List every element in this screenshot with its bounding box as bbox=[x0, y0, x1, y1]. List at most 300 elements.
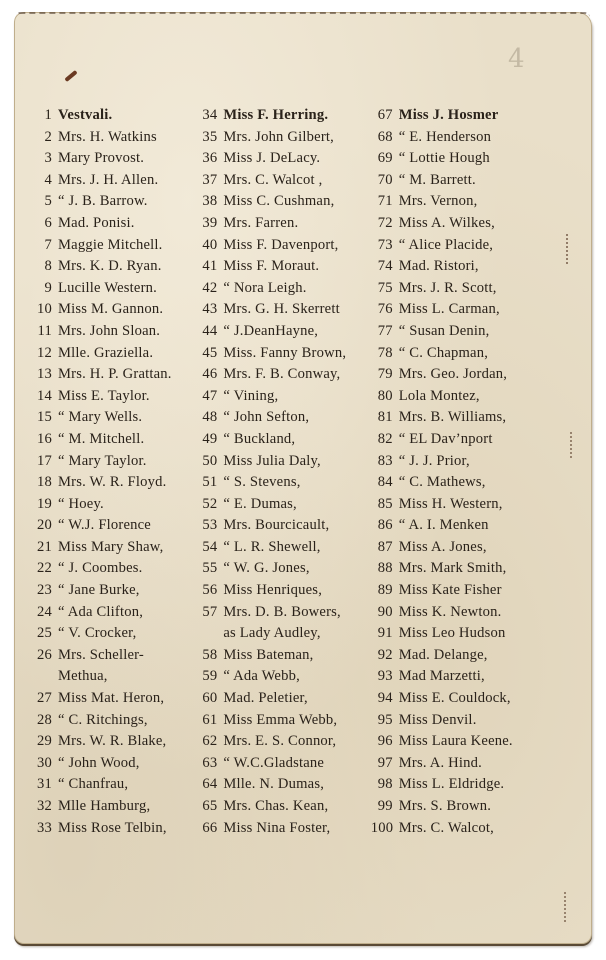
entry-name: Miss E. Couldock, bbox=[398, 690, 511, 707]
entry-name: Mrs. Mark Smith, bbox=[398, 560, 507, 577]
entry-number: 84 bbox=[377, 474, 393, 491]
entry-number: 45 bbox=[202, 344, 218, 361]
entry-number: 43 bbox=[202, 301, 218, 318]
entry-number: 1 bbox=[44, 107, 52, 123]
list-item bbox=[371, 515, 570, 537]
list-item bbox=[371, 753, 570, 775]
list-item bbox=[371, 364, 570, 386]
entry-number: 46 bbox=[202, 366, 218, 383]
entry-number: 81 bbox=[377, 409, 393, 426]
list-item bbox=[30, 537, 199, 559]
entry-number: 33 bbox=[37, 819, 52, 836]
list-item bbox=[199, 796, 370, 818]
list-item bbox=[371, 278, 570, 300]
entry-number: 20 bbox=[37, 517, 52, 534]
entry-name: “ EL Dav’nport bbox=[398, 430, 493, 447]
list-item bbox=[199, 710, 370, 732]
list-item bbox=[30, 472, 199, 494]
entry-number: 82 bbox=[377, 430, 393, 447]
entry-number: 7 bbox=[44, 236, 52, 253]
entry-number: 57 bbox=[202, 603, 218, 620]
entry-number: 44 bbox=[202, 322, 218, 339]
entry-name: “ E. Henderson bbox=[398, 128, 492, 145]
entry-number: 92 bbox=[377, 646, 393, 663]
entry-number: 67 bbox=[377, 107, 393, 123]
entry-number: 22 bbox=[37, 560, 52, 577]
entry-number: 23 bbox=[37, 582, 52, 599]
entry-name: “ Jane Burke, bbox=[58, 582, 140, 599]
entry-name: Mary Provost. bbox=[58, 150, 145, 167]
entry-name: “ Ada Clifton, bbox=[58, 603, 144, 620]
entry-number: 18 bbox=[37, 474, 52, 491]
entry-name: Miss Denvil. bbox=[398, 711, 477, 728]
entry-number: 25 bbox=[37, 625, 52, 642]
entry-number: 62 bbox=[202, 733, 218, 750]
entry-name: Mrs. C. Walcot, bbox=[398, 819, 494, 836]
list-item bbox=[30, 796, 199, 818]
list-item bbox=[30, 213, 199, 235]
entry-name: as Lady Audley, bbox=[223, 625, 321, 642]
list-item bbox=[371, 666, 570, 688]
list-item bbox=[199, 191, 370, 213]
list-item bbox=[199, 386, 370, 408]
list-item bbox=[199, 213, 370, 235]
list-item bbox=[371, 105, 570, 127]
entry-name: Miss M. Gannon. bbox=[58, 301, 164, 318]
entry-name: Mrs. Chas. Kean, bbox=[223, 798, 329, 814]
entry-number: 16 bbox=[37, 430, 52, 447]
entry-number: 4 bbox=[44, 171, 52, 188]
entry-number: 50 bbox=[202, 452, 218, 469]
entry-name: Miss Henriques, bbox=[223, 582, 323, 599]
entry-name: Mrs. K. D. Ryan. bbox=[58, 258, 162, 275]
entry-name: “ John Wood, bbox=[58, 754, 140, 771]
list-item bbox=[371, 558, 570, 580]
entry-number: 73 bbox=[377, 236, 393, 253]
entry-number: 11 bbox=[37, 322, 52, 339]
entry-name: “ V. Crocker, bbox=[58, 625, 137, 642]
entry-number: 19 bbox=[37, 495, 52, 512]
entry-name: Mlle. Graziella. bbox=[58, 344, 154, 361]
entry-number: 36 bbox=[202, 150, 218, 167]
ink-stain bbox=[64, 70, 77, 82]
list-item bbox=[30, 407, 199, 429]
entry-name: Mlle Hamburg, bbox=[58, 798, 151, 814]
entry-name: “ J. Coombes. bbox=[58, 560, 143, 577]
foxing-specks bbox=[564, 892, 570, 922]
entry-number: 76 bbox=[377, 301, 393, 318]
entry-name: “ E. Dumas, bbox=[223, 495, 297, 512]
entry-name: “ J. B. Barrow. bbox=[58, 193, 148, 210]
column-2 bbox=[199, 105, 370, 839]
column-3 bbox=[371, 105, 570, 839]
entry-name: Miss Bateman, bbox=[223, 646, 314, 663]
entry-number: 83 bbox=[377, 452, 393, 469]
list-item bbox=[199, 666, 370, 688]
entry-number: 10 bbox=[37, 301, 52, 318]
entry-name: Miss L. Eldridge. bbox=[398, 776, 505, 793]
entry-name: Miss E. Taylor. bbox=[58, 387, 150, 404]
entry-number: 34 bbox=[202, 107, 218, 123]
entry-name: “ M. Mitchell. bbox=[58, 430, 145, 447]
list-item bbox=[371, 429, 570, 451]
entry-name: Mrs. E. S. Connor, bbox=[223, 733, 337, 750]
list-item bbox=[371, 148, 570, 170]
list-item bbox=[30, 235, 199, 257]
entry-name: “ J. J. Prior, bbox=[398, 452, 470, 469]
entry-name: “ Lottie Hough bbox=[398, 150, 490, 167]
list-item bbox=[199, 774, 370, 796]
list-item bbox=[199, 753, 370, 775]
list-item bbox=[371, 537, 570, 559]
entry-number: 51 bbox=[202, 474, 218, 491]
foxing-specks bbox=[570, 432, 576, 458]
entry-name: “ Nora Leigh. bbox=[223, 279, 307, 296]
entry-number: 93 bbox=[377, 668, 393, 685]
list-item bbox=[371, 818, 570, 840]
entry-name: Miss J. Hosmer bbox=[398, 107, 499, 123]
entry-name: Mrs. Scheller- bbox=[58, 646, 144, 663]
list-item bbox=[30, 256, 199, 278]
list-item bbox=[30, 515, 199, 537]
entry-name: Mrs. H. Watkins bbox=[58, 128, 157, 145]
list-item bbox=[199, 407, 370, 429]
list-item bbox=[199, 494, 370, 516]
list-item bbox=[371, 213, 570, 235]
entry-name: Miss Leo Hudson bbox=[398, 625, 506, 642]
entry-number: 55 bbox=[202, 560, 218, 577]
entry-name: Miss A. Jones, bbox=[398, 538, 487, 555]
list-item bbox=[30, 494, 199, 516]
list-item bbox=[30, 602, 199, 624]
entry-name: Mad. Ponisi. bbox=[58, 214, 135, 231]
entry-number: 6 bbox=[44, 214, 52, 231]
entry-name: Miss Laura Keene. bbox=[398, 733, 513, 750]
entry-number: 38 bbox=[202, 193, 218, 210]
entry-number: 56 bbox=[202, 582, 218, 599]
list-item bbox=[199, 451, 370, 473]
entry-name: Mad. Peletier, bbox=[223, 690, 308, 707]
entry-name: Lola Montez, bbox=[398, 387, 480, 404]
entry-name: Mrs. John Gilbert, bbox=[223, 128, 334, 145]
entry-number: 85 bbox=[377, 495, 393, 512]
entry-name: Methua, bbox=[58, 668, 108, 685]
entry-name: Mrs. A. Hind. bbox=[398, 754, 483, 771]
list-item bbox=[30, 666, 199, 688]
entry-name: “ J.DeanHayne, bbox=[223, 322, 319, 339]
list-item bbox=[371, 451, 570, 473]
list-item bbox=[371, 472, 570, 494]
list-item bbox=[199, 623, 370, 645]
entry-name: Vestvali. bbox=[58, 107, 113, 123]
list-item bbox=[199, 472, 370, 494]
list-item bbox=[30, 774, 199, 796]
list-item bbox=[199, 278, 370, 300]
list-item bbox=[30, 623, 199, 645]
entry-number: 70 bbox=[377, 171, 393, 188]
entry-number: 78 bbox=[377, 344, 393, 361]
entry-name: Mrs. W. R. Blake, bbox=[58, 733, 167, 750]
list-item bbox=[199, 148, 370, 170]
column-1 bbox=[30, 105, 199, 839]
list-item bbox=[371, 299, 570, 321]
entry-number: 96 bbox=[377, 733, 393, 750]
list-item bbox=[371, 688, 570, 710]
list-item bbox=[30, 429, 199, 451]
entry-name: Mlle. N. Dumas, bbox=[223, 776, 325, 793]
list-item bbox=[199, 645, 370, 667]
entry-number: 66 bbox=[202, 819, 218, 836]
entry-name: Miss. Fanny Brown, bbox=[223, 344, 347, 361]
entry-number: 24 bbox=[37, 603, 52, 620]
entry-number: 98 bbox=[377, 776, 393, 793]
list-item bbox=[199, 256, 370, 278]
entry-name: “ Alice Placide, bbox=[398, 236, 494, 253]
entry-name: Miss Kate Fisher bbox=[398, 582, 502, 599]
entry-number: 40 bbox=[202, 236, 218, 253]
entry-number: 100 bbox=[370, 819, 394, 836]
entry-name: Mad. Ristori, bbox=[398, 258, 479, 275]
entry-name: Miss L. Carman, bbox=[398, 301, 500, 318]
list-item bbox=[199, 515, 370, 537]
entry-number: 58 bbox=[202, 646, 218, 663]
entry-name: Miss Julia Daly, bbox=[223, 452, 321, 469]
entry-number: 77 bbox=[377, 322, 393, 339]
entry-name: Miss H. Western, bbox=[398, 495, 503, 512]
entry-number: 13 bbox=[37, 366, 52, 383]
entry-number: 35 bbox=[202, 128, 218, 145]
entry-name: “ C. Ritchings, bbox=[58, 711, 148, 728]
entry-number: 48 bbox=[202, 409, 218, 426]
entry-name: Mrs. J. R. Scott, bbox=[398, 279, 497, 296]
entry-name: Miss J. DeLacy. bbox=[223, 150, 321, 167]
entry-number: 63 bbox=[202, 754, 218, 771]
entry-name: “ S. Stevens, bbox=[223, 474, 301, 491]
entry-name: Miss F. Moraut. bbox=[223, 258, 320, 275]
entry-name: “ L. R. Shewell, bbox=[223, 538, 321, 555]
entry-name: Mrs. J. H. Allen. bbox=[58, 171, 159, 188]
entry-number: 95 bbox=[377, 711, 393, 728]
list-item bbox=[199, 537, 370, 559]
list-item bbox=[371, 731, 570, 753]
entry-number: 9 bbox=[44, 279, 52, 296]
entry-name: “ M. Barrett. bbox=[398, 171, 476, 188]
entry-name: Miss Mary Shaw, bbox=[58, 538, 164, 555]
list-item bbox=[30, 645, 199, 667]
list-item bbox=[199, 429, 370, 451]
entry-number: 52 bbox=[202, 495, 218, 512]
entry-number: 99 bbox=[377, 798, 393, 814]
entry-name: “ Ada Webb, bbox=[223, 668, 300, 685]
entry-name: Mrs. W. R. Floyd. bbox=[58, 474, 167, 491]
list-item bbox=[199, 235, 370, 257]
entry-name: Mrs. H. P. Grattan. bbox=[58, 366, 172, 383]
entry-name: “ Buckland, bbox=[223, 430, 296, 447]
list-item bbox=[371, 494, 570, 516]
entry-number: 3 bbox=[44, 150, 52, 167]
entry-name: “ C. Mathews, bbox=[398, 474, 486, 491]
entry-name: “ A. I. Menken bbox=[398, 517, 489, 534]
list-item bbox=[30, 731, 199, 753]
list-item bbox=[30, 753, 199, 775]
list-item bbox=[199, 127, 370, 149]
entry-number: 89 bbox=[377, 582, 393, 599]
entry-number: 79 bbox=[377, 366, 393, 383]
entry-number: 71 bbox=[377, 193, 393, 210]
entry-number: 87 bbox=[377, 538, 393, 555]
entry-number: 88 bbox=[377, 560, 393, 577]
list-item bbox=[30, 364, 199, 386]
entry-name: Miss Emma Webb, bbox=[223, 711, 338, 728]
list-item bbox=[371, 127, 570, 149]
entry-name: Lucille Western. bbox=[58, 279, 158, 296]
list-item bbox=[30, 105, 199, 127]
entry-number: 37 bbox=[202, 171, 218, 188]
entry-name: Mrs. Vernon, bbox=[398, 193, 478, 210]
entry-name: Mad. Delange, bbox=[398, 646, 488, 663]
pencil-annotation: 4 bbox=[508, 44, 525, 74]
entry-name: Mrs. C. Walcot , bbox=[223, 171, 323, 188]
list-item bbox=[199, 170, 370, 192]
list-item bbox=[199, 558, 370, 580]
list-item bbox=[371, 170, 570, 192]
entry-name: Mrs. B. Williams, bbox=[398, 409, 507, 426]
entry-number: 27 bbox=[37, 690, 52, 707]
entry-number: 32 bbox=[37, 798, 52, 814]
entry-number: 31 bbox=[37, 776, 52, 793]
entry-number: 59 bbox=[202, 668, 218, 685]
list-item bbox=[371, 580, 570, 602]
entry-number: 61 bbox=[202, 711, 218, 728]
list-item bbox=[371, 256, 570, 278]
entry-name: Mrs. Farren. bbox=[223, 214, 299, 231]
entry-number: 90 bbox=[377, 603, 393, 620]
list-item bbox=[30, 278, 199, 300]
entry-number: 80 bbox=[377, 387, 393, 404]
entry-number: 75 bbox=[377, 279, 393, 296]
list-item bbox=[371, 343, 570, 365]
entry-number: 17 bbox=[37, 452, 52, 469]
entry-name: “ John Sefton, bbox=[223, 409, 310, 426]
entry-number: 2 bbox=[44, 128, 52, 145]
entry-number: 30 bbox=[37, 754, 52, 771]
entry-number: 69 bbox=[377, 150, 393, 167]
entry-name: Mrs. G. H. Skerrett bbox=[223, 301, 340, 318]
list-item bbox=[30, 818, 199, 840]
list-item bbox=[199, 364, 370, 386]
entry-name: “ Susan Denin, bbox=[398, 322, 490, 339]
entry-name: “ Vining, bbox=[223, 387, 279, 404]
entry-number: 15 bbox=[37, 409, 52, 426]
entry-number: 91 bbox=[377, 625, 393, 642]
entry-name: Miss C. Cushman, bbox=[223, 193, 335, 210]
entry-name: “ W.J. Florence bbox=[58, 517, 151, 534]
list-item bbox=[371, 321, 570, 343]
list-item bbox=[30, 191, 199, 213]
list-item bbox=[371, 386, 570, 408]
list-item bbox=[199, 688, 370, 710]
entry-number: 28 bbox=[37, 711, 52, 728]
entry-name: “ C. Chapman, bbox=[398, 344, 489, 361]
name-list bbox=[30, 105, 570, 839]
list-item bbox=[371, 645, 570, 667]
entry-name: Miss F. Herring. bbox=[223, 107, 329, 123]
entry-name: Miss A. Wilkes, bbox=[398, 214, 495, 231]
entry-number: 47 bbox=[202, 387, 218, 404]
entry-number: 41 bbox=[202, 258, 218, 275]
entry-number: 21 bbox=[37, 538, 52, 555]
list-item bbox=[371, 602, 570, 624]
entry-name: Mrs. F. B. Conway, bbox=[223, 366, 341, 383]
list-item bbox=[371, 710, 570, 732]
entry-number: 65 bbox=[202, 798, 218, 814]
list-item bbox=[199, 299, 370, 321]
list-item bbox=[199, 105, 370, 127]
entry-name: Mrs. D. B. Bowers, bbox=[223, 603, 341, 620]
entry-name: “ Hoey. bbox=[58, 495, 104, 512]
entry-number: 68 bbox=[377, 128, 393, 145]
entry-number: 97 bbox=[377, 754, 393, 771]
list-item bbox=[371, 774, 570, 796]
entry-number: 5 bbox=[44, 193, 52, 210]
entry-name: “ W. G. Jones, bbox=[223, 560, 310, 577]
list-item bbox=[30, 343, 199, 365]
entry-number: 49 bbox=[202, 430, 218, 447]
list-item bbox=[30, 386, 199, 408]
entry-number: 74 bbox=[377, 258, 393, 275]
list-item bbox=[30, 451, 199, 473]
entry-name: “ Mary Wells. bbox=[58, 409, 143, 426]
list-item bbox=[30, 580, 199, 602]
entry-name: Mrs. Bourcicault, bbox=[223, 517, 330, 534]
list-item bbox=[30, 148, 199, 170]
list-item bbox=[199, 580, 370, 602]
list-item bbox=[30, 688, 199, 710]
list-item bbox=[371, 407, 570, 429]
entry-name: Mrs. Geo. Jordan, bbox=[398, 366, 508, 383]
entry-number: 14 bbox=[37, 387, 52, 404]
list-item bbox=[199, 731, 370, 753]
entry-name: “ Mary Taylor. bbox=[58, 452, 147, 469]
list-item bbox=[371, 235, 570, 257]
entry-number: 86 bbox=[377, 517, 393, 534]
list-item bbox=[371, 796, 570, 818]
list-item bbox=[30, 170, 199, 192]
entry-number: 60 bbox=[202, 690, 218, 707]
entry-name: Miss Mat. Heron, bbox=[58, 690, 165, 707]
entry-name: Miss Rose Telbin, bbox=[58, 819, 167, 836]
list-item bbox=[199, 602, 370, 624]
entry-number: 26 bbox=[37, 646, 52, 663]
entry-name: “ Chanfrau, bbox=[58, 776, 129, 793]
list-item bbox=[30, 127, 199, 149]
entry-number: 8 bbox=[44, 258, 52, 275]
list-item bbox=[30, 710, 199, 732]
list-item bbox=[30, 299, 199, 321]
entry-name: “ W.C.Gladstane bbox=[223, 754, 325, 771]
entry-number: 12 bbox=[37, 344, 52, 361]
list-item bbox=[199, 818, 370, 840]
entry-name: Mrs. S. Brown. bbox=[398, 798, 492, 814]
entry-number: 29 bbox=[37, 733, 52, 750]
entry-number: 53 bbox=[202, 517, 218, 534]
list-item bbox=[30, 558, 199, 580]
list-item bbox=[199, 321, 370, 343]
list-item bbox=[371, 623, 570, 645]
entry-name: Mrs. John Sloan. bbox=[58, 322, 161, 339]
entry-name: Maggie Mitchell. bbox=[58, 236, 163, 253]
entry-number: 72 bbox=[377, 214, 393, 231]
